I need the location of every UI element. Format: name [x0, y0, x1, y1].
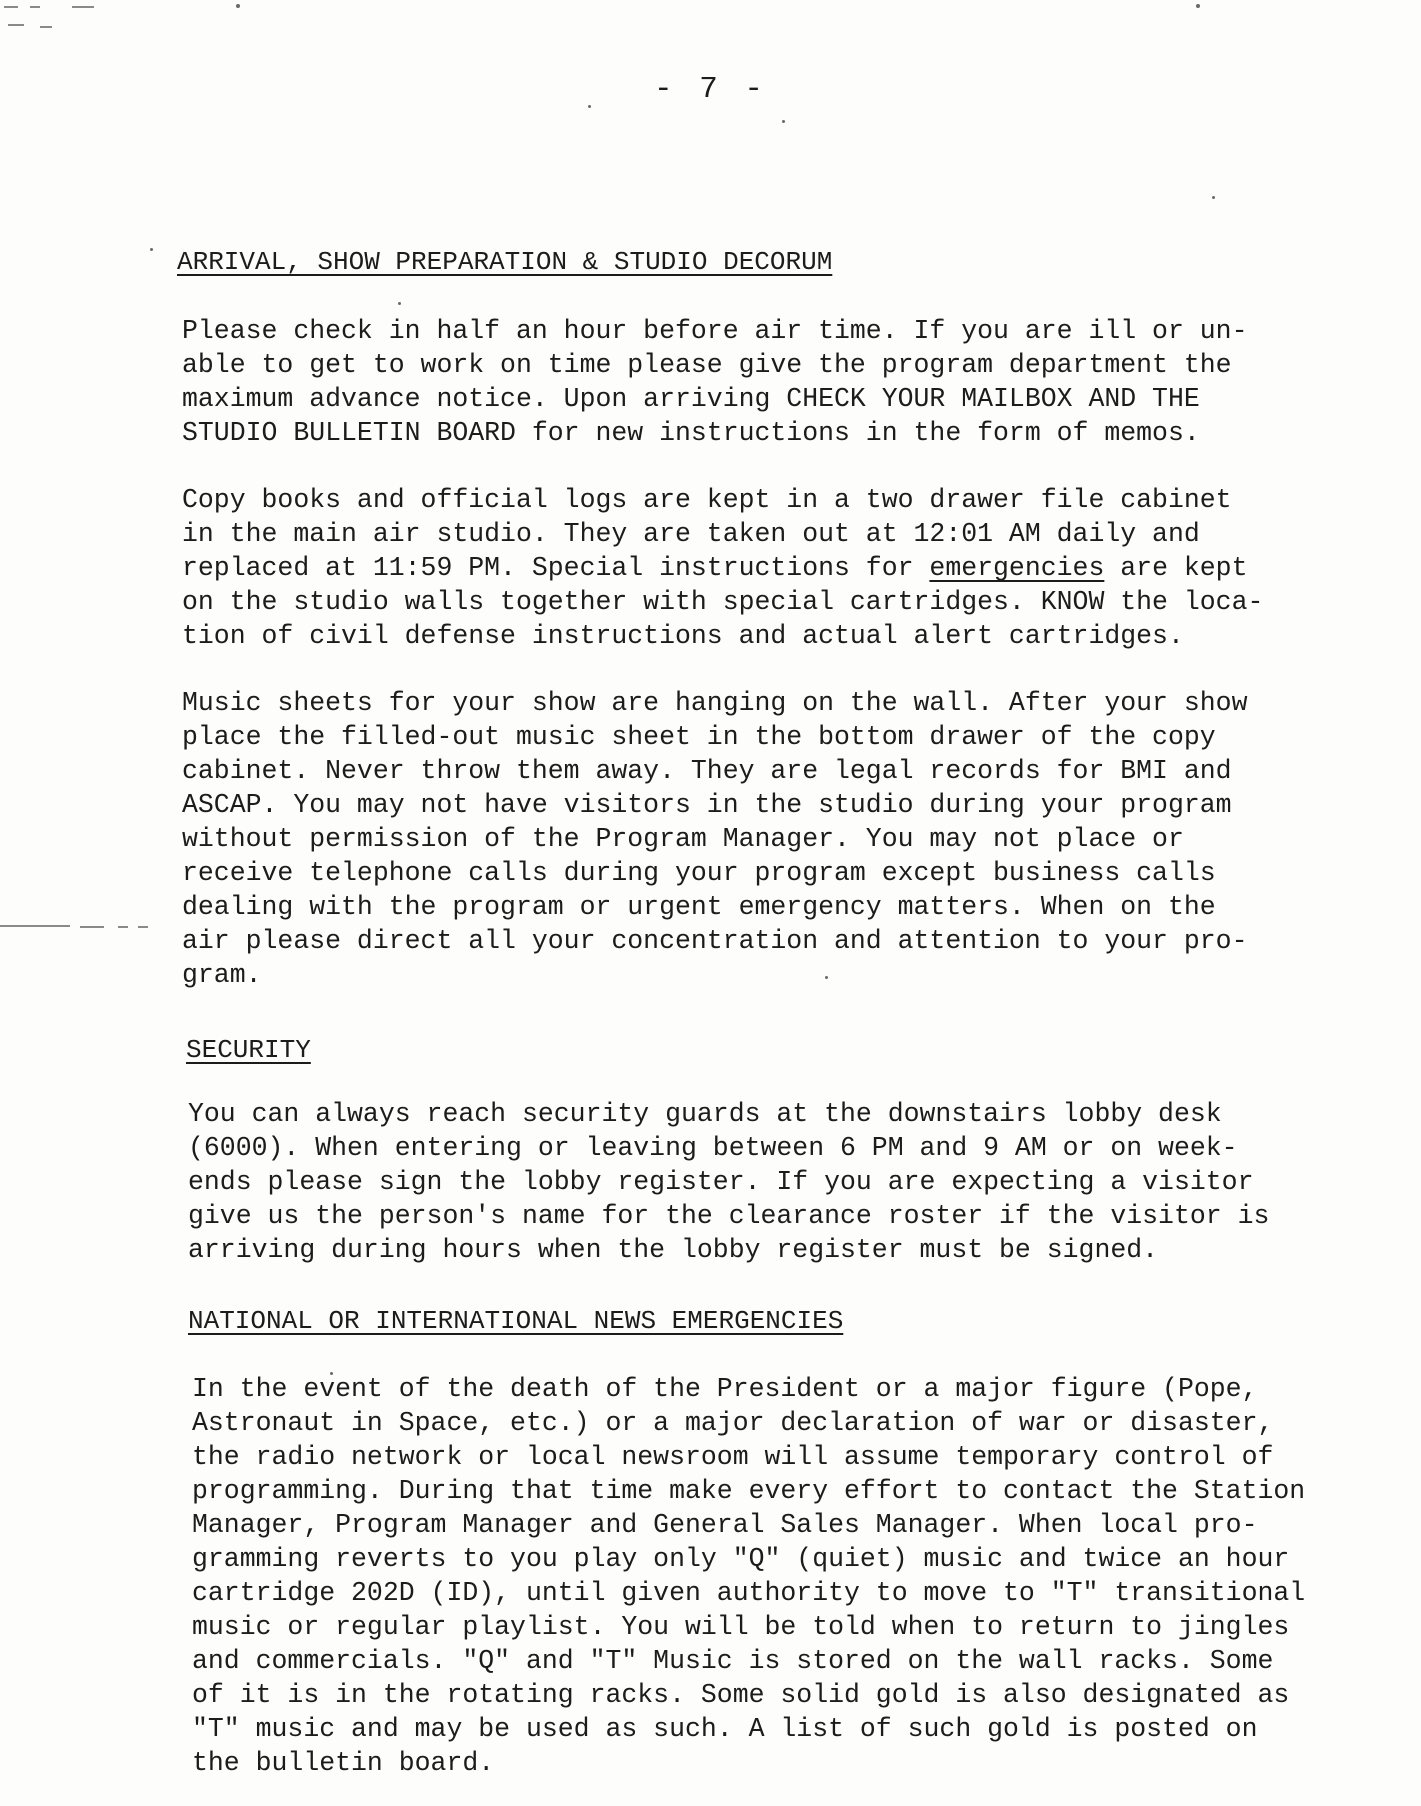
text-line: gram.: [182, 960, 262, 990]
text-line: STUDIO BULLETIN BOARD for new instructions in the form of memos.: [182, 418, 1200, 448]
text-line: cabinet. Never throw them away. They are legal records for BMI and: [182, 756, 1232, 786]
scan-artifact: [0, 925, 70, 927]
scan-artifact: [40, 26, 52, 28]
text-line: arriving during hours when the lobby register must be signed.: [188, 1235, 1159, 1265]
text-line: dealing with the program or urgent emergency matters. When on the: [182, 892, 1216, 922]
text-line: Music sheets for your show are hanging on the wall. After your show: [182, 688, 1248, 718]
underlined-word: emergencies: [929, 553, 1105, 583]
scan-artifact: [138, 926, 148, 928]
text-line: in the main air studio. They are taken out at 12:01 AM daily and: [182, 519, 1200, 549]
scan-artifact: [80, 926, 104, 928]
text-line: give us the person's name for the clearance roster if the visitor is: [188, 1201, 1270, 1231]
text-line: the bulletin board.: [192, 1748, 495, 1778]
text-line: place the filled-out music sheet in the bottom drawer of the copy: [182, 722, 1216, 752]
paragraph-news-emergencies: [192, 1372, 1305, 1780]
text-line: In the event of the death of the President or a major figure (Pope,: [192, 1374, 1258, 1404]
text-line: "T" music and may be used as such. A list of such gold is posted on: [192, 1714, 1258, 1744]
text-line: gramming reverts to you play only "Q" (quiet) music and twice an hour: [192, 1544, 1290, 1574]
scan-speck: [782, 120, 785, 123]
text-line: of it is in the rotating racks. Some solid gold is also designated as: [192, 1680, 1290, 1710]
scan-speck: [236, 4, 240, 8]
heading-arrival: ARRIVAL, SHOW PREPARATION & STUDIO DECORUM: [177, 247, 833, 277]
scan-artifact: [30, 6, 40, 8]
text-line: maximum advance notice. Upon arriving CHECK YOUR MAILBOX AND THE: [182, 384, 1200, 414]
text-line: and commercials. "Q" and "T" Music is stored on the wall racks. Some: [192, 1646, 1274, 1676]
paragraph-music-sheets: [182, 686, 1247, 992]
text-line: (6000). When entering or leaving between 6 PM and 9 AM or on week-: [188, 1133, 1238, 1163]
text-line: Manager, Program Manager and General Sales Manager. When local pro-: [192, 1510, 1258, 1540]
scan-artifact: [118, 926, 128, 928]
scan-speck: [1196, 4, 1200, 8]
text-line: [182, 551, 1263, 585]
page-number: - 7 -: [653, 72, 767, 107]
text-line: air please direct all your concentration and attention to your pro-: [182, 926, 1248, 956]
paragraph-security: [188, 1097, 1269, 1267]
scan-artifact: [8, 24, 24, 26]
text-line: receive telephone calls during your program except business calls: [182, 858, 1216, 888]
text-segment: are kept: [1104, 553, 1248, 583]
text-line: ends please sign the lobby register. If you are expecting a visitor: [188, 1167, 1254, 1197]
text-line: able to get to work on time please give the program department the: [182, 350, 1232, 380]
scan-artifact: [4, 6, 18, 8]
text-line: Copy books and official logs are kept in a two drawer file cabinet: [182, 485, 1232, 515]
scan-speck: [150, 248, 153, 251]
scan-speck: [1212, 196, 1215, 199]
text-line: programming. During that time make every effort to contact the Station: [192, 1476, 1306, 1506]
text-line: ASCAP. You may not have visitors in the studio during your program: [182, 790, 1232, 820]
text-line: on the studio walls together with special cartridges. KNOW the loca-: [182, 587, 1264, 617]
paragraph-check-in: [182, 314, 1247, 450]
text-segment: replaced at 11:59 PM. Special instructions for: [182, 553, 930, 583]
text-line: Astronaut in Space, etc.) or a major declaration of war or disaster,: [192, 1408, 1274, 1438]
scan-speck: [398, 302, 401, 305]
text-line: without permission of the Program Manager. You may not place or: [182, 824, 1184, 854]
text-line: Please check in half an hour before air time. If you are ill or un-: [182, 316, 1248, 346]
heading-news-emergencies: NATIONAL OR INTERNATIONAL NEWS EMERGENCIES: [188, 1306, 844, 1336]
text-line: the radio network or local newsroom will assume temporary control of: [192, 1442, 1274, 1472]
paragraph-copy-books: [182, 483, 1263, 653]
text-line: music or regular playlist. You will be told when to return to jingles: [192, 1612, 1290, 1642]
heading-security: SECURITY: [186, 1035, 311, 1065]
scan-artifact: [72, 6, 94, 8]
text-line: cartridge 202D (ID), until given authority to move to "T" transitional: [192, 1578, 1306, 1608]
text-line: You can always reach security guards at the downstairs lobby desk: [188, 1099, 1222, 1129]
text-line: tion of civil defense instructions and actual alert cartridges.: [182, 621, 1184, 651]
